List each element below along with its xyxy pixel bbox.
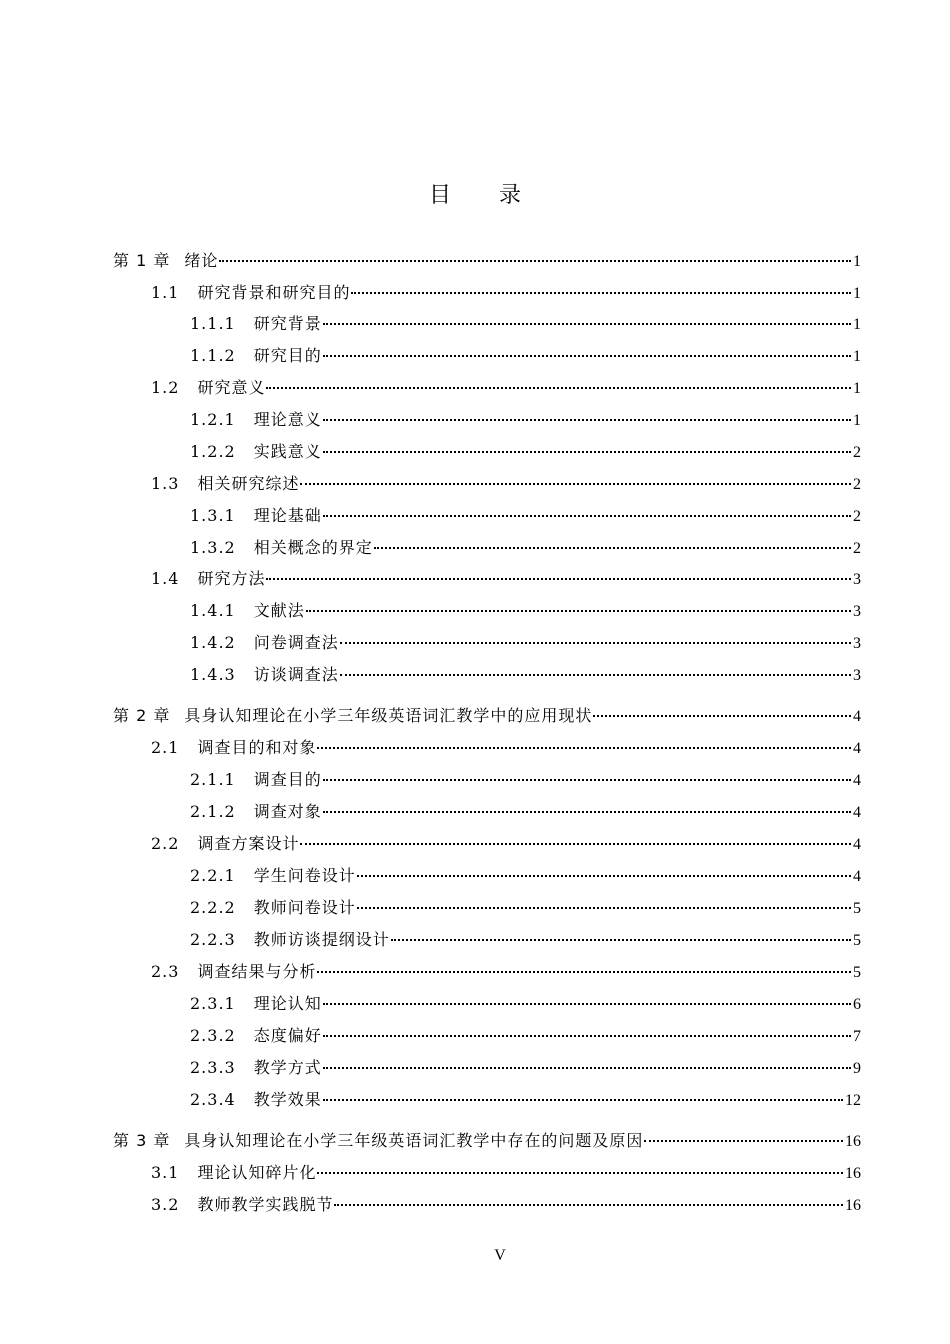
toc-entry-page: 3 xyxy=(853,635,861,652)
toc-dot-leader xyxy=(219,260,851,262)
toc-entry-page: 4 xyxy=(853,772,861,789)
toc-subsection-entry[interactable] xyxy=(190,409,861,431)
toc-dot-leader xyxy=(266,387,851,389)
toc-subsection-entry[interactable] xyxy=(190,1057,861,1079)
toc-entry-title: 理论认知 xyxy=(253,994,322,1013)
toc-entry-number: 1.1 xyxy=(151,283,180,302)
toc-entry-page: 4 xyxy=(853,836,861,853)
toc-entry-number: 1.4.3 xyxy=(190,665,236,684)
toc-section-entry[interactable] xyxy=(151,1194,861,1216)
toc-subsection-entry[interactable] xyxy=(190,929,861,951)
toc-entry-title: 调查目的 xyxy=(253,770,322,789)
toc-entry-number: 2.2.2 xyxy=(190,898,236,917)
toc-entry-number: 1.3.1 xyxy=(190,506,236,525)
toc-subsection-entry[interactable] xyxy=(190,769,861,791)
toc-entry-title: 调查目的和对象 xyxy=(197,738,317,757)
toc-dot-leader xyxy=(340,674,851,676)
toc-entry-number: 1.1.2 xyxy=(190,346,236,365)
toc-entry-number: 2.3.1 xyxy=(190,994,236,1013)
toc-entry-number: 1.1.1 xyxy=(190,314,236,333)
toc-dot-leader xyxy=(351,292,851,294)
toc-entry-page: 1 xyxy=(853,412,861,429)
toc-dot-leader xyxy=(357,907,851,909)
toc-entry-page: 9 xyxy=(853,1060,861,1077)
toc-dot-leader xyxy=(644,1140,843,1142)
toc-entry-number: 2.2.1 xyxy=(190,866,236,885)
toc-entry-number: 1.2.2 xyxy=(190,442,236,461)
toc-entry-title: 研究背景和研究目的 xyxy=(197,283,351,302)
toc-dot-leader xyxy=(300,843,851,845)
toc-section-entry[interactable] xyxy=(151,568,861,590)
toc-entry-number: 3.2 xyxy=(151,1195,180,1214)
toc-entry-title: 调查对象 xyxy=(253,802,322,821)
toc-entry-page: 1 xyxy=(853,316,861,333)
toc-entry-page: 7 xyxy=(853,1028,861,1045)
toc-entry-number: 1.2 xyxy=(151,378,180,397)
toc-entry-page: 1 xyxy=(853,348,861,365)
toc-chapter-entry[interactable] xyxy=(113,705,861,727)
toc-dot-leader xyxy=(323,515,851,517)
toc-entry-page: 2 xyxy=(853,508,861,525)
toc-section-entry[interactable] xyxy=(151,473,861,495)
toc-subsection-entry[interactable] xyxy=(190,865,861,887)
toc-entry-page: 4 xyxy=(853,740,861,757)
toc-dot-leader xyxy=(317,1172,843,1174)
toc-dot-leader xyxy=(323,1035,851,1037)
toc-entry-title: 实践意义 xyxy=(253,442,322,461)
toc-entry-title: 理论认知碎片化 xyxy=(197,1163,317,1182)
toc-entry-page: 1 xyxy=(853,380,861,397)
toc-entry-number: 1.3.2 xyxy=(190,538,236,557)
toc-subsection-entry[interactable] xyxy=(190,537,861,559)
toc-dot-leader xyxy=(593,715,851,717)
toc-section-entry[interactable] xyxy=(151,282,861,304)
toc-entry-number: 第 3 章 xyxy=(113,1131,171,1150)
toc-entry-title: 教学效果 xyxy=(253,1090,322,1109)
toc-entry-title: 学生问卷设计 xyxy=(253,866,356,885)
toc-dot-leader xyxy=(340,642,851,644)
toc-entry-number: 2.2.3 xyxy=(190,930,236,949)
toc-subsection-entry[interactable] xyxy=(190,1025,861,1047)
toc-section-entry[interactable] xyxy=(151,961,861,983)
toc-dot-leader xyxy=(334,1204,843,1206)
toc-entry-page: 5 xyxy=(853,900,861,917)
toc-dot-leader xyxy=(391,939,851,941)
toc-dot-leader xyxy=(323,811,851,813)
toc-entry-title: 教师教学实践脱节 xyxy=(197,1195,334,1214)
toc-dot-leader xyxy=(306,610,851,612)
toc-entry-title: 理论意义 xyxy=(253,410,322,429)
toc-section-entry[interactable] xyxy=(151,833,861,855)
toc-dot-leader xyxy=(357,875,851,877)
toc-entry-title: 绪论 xyxy=(184,251,219,270)
toc-entry-page: 3 xyxy=(853,667,861,684)
toc-entry-page: 16 xyxy=(845,1165,861,1182)
toc-entry-page: 4 xyxy=(853,708,861,725)
toc-entry-number: 2.3 xyxy=(151,962,180,981)
toc-subsection-entry[interactable] xyxy=(190,600,861,622)
toc-entry-number: 1.4 xyxy=(151,569,180,588)
toc-chapter-entry[interactable] xyxy=(113,250,861,272)
toc-dot-leader xyxy=(266,578,851,580)
toc-subsection-entry[interactable] xyxy=(190,897,861,919)
toc-subsection-entry[interactable] xyxy=(190,801,861,823)
toc-section-entry[interactable] xyxy=(151,737,861,759)
toc-entry-title: 理论基础 xyxy=(253,506,322,525)
toc-dot-leader xyxy=(323,419,851,421)
toc-entry-number: 第 1 章 xyxy=(113,251,171,270)
toc-entry-page: 3 xyxy=(853,603,861,620)
toc-dot-leader xyxy=(323,1003,851,1005)
toc-dot-leader xyxy=(323,779,851,781)
toc-dot-leader xyxy=(323,1067,851,1069)
toc-entry-title: 调查结果与分析 xyxy=(197,962,317,981)
toc-entry-title: 研究目的 xyxy=(253,346,322,365)
toc-dot-leader xyxy=(323,1099,843,1101)
toc-entry-number: 1.4.1 xyxy=(190,601,236,620)
toc-entry-page: 5 xyxy=(853,964,861,981)
toc-dot-leader xyxy=(323,451,851,453)
toc-dot-leader xyxy=(317,747,851,749)
toc-entry-title: 调查方案设计 xyxy=(197,834,300,853)
toc-entry-number: 1.3 xyxy=(151,474,180,493)
toc-entry-number: 1.2.1 xyxy=(190,410,236,429)
toc-subsection-entry[interactable] xyxy=(190,664,861,686)
toc-entry-page: 2 xyxy=(853,444,861,461)
toc-dot-leader xyxy=(323,323,851,325)
toc-entry-page: 16 xyxy=(845,1133,861,1150)
toc-entry-page: 2 xyxy=(853,476,861,493)
toc-dot-leader xyxy=(317,971,851,973)
title-char-1: 目 xyxy=(428,183,499,208)
toc-entry-page: 3 xyxy=(853,571,861,588)
toc-subsection-entry[interactable] xyxy=(190,345,861,367)
toc-entry-number: 1.4.2 xyxy=(190,633,236,652)
toc-entry-title: 研究背景 xyxy=(253,314,322,333)
toc-subsection-entry[interactable] xyxy=(190,505,861,527)
toc-entry-page: 4 xyxy=(853,804,861,821)
toc-entry-title: 教学方式 xyxy=(253,1058,322,1077)
toc-entry-number: 2.3.2 xyxy=(190,1026,236,1045)
title-char-2: 录 xyxy=(499,183,570,208)
toc-subsection-entry[interactable] xyxy=(190,313,861,335)
toc-entry-number: 2.1.2 xyxy=(190,802,236,821)
toc-entry-title: 态度偏好 xyxy=(253,1026,322,1045)
toc-entry-title: 教师问卷设计 xyxy=(253,898,356,917)
toc-entry-number: 3.1 xyxy=(151,1163,180,1182)
toc-entry-page: 2 xyxy=(853,540,861,557)
toc-chapter-entry[interactable] xyxy=(113,1130,861,1152)
toc-entry-number: 2.3.3 xyxy=(190,1058,236,1077)
page-number: V xyxy=(494,1247,506,1264)
toc-entry-title: 教师访谈提纲设计 xyxy=(253,930,390,949)
toc-entry-page: 6 xyxy=(853,996,861,1013)
toc-entry-title: 相关概念的界定 xyxy=(253,538,373,557)
toc-entry-page: 5 xyxy=(853,932,861,949)
toc-entry-number: 2.3.4 xyxy=(190,1090,236,1109)
toc-entry-title: 研究意义 xyxy=(197,378,266,397)
toc-subsection-entry[interactable] xyxy=(190,993,861,1015)
toc-entry-title: 访谈调查法 xyxy=(253,665,339,684)
toc-entry-page: 1 xyxy=(853,253,861,270)
toc-subsection-entry[interactable] xyxy=(190,632,861,654)
toc-entry-page: 16 xyxy=(845,1197,861,1214)
toc-entry-number: 第 2 章 xyxy=(113,706,171,725)
toc-dot-leader xyxy=(300,483,851,485)
toc-entry-title: 文献法 xyxy=(253,601,305,620)
toc-entry-number: 2.1.1 xyxy=(190,770,236,789)
toc-entry-page: 12 xyxy=(845,1092,861,1109)
toc-entry-title: 相关研究综述 xyxy=(197,474,300,493)
toc-dot-leader xyxy=(374,547,851,549)
toc-entry-number: 2.1 xyxy=(151,738,180,757)
toc-section-entry[interactable] xyxy=(151,1162,861,1184)
toc-subsection-entry[interactable] xyxy=(190,441,861,463)
toc-entry-title: 研究方法 xyxy=(197,569,266,588)
toc-entry-title: 具身认知理论在小学三年级英语词汇教学中存在的问题及原因 xyxy=(184,1131,644,1150)
toc-entry-number: 2.2 xyxy=(151,834,180,853)
toc-entry-page: 4 xyxy=(853,868,861,885)
toc-entry-title: 具身认知理论在小学三年级英语词汇教学中的应用现状 xyxy=(184,706,593,725)
toc-entry-page: 1 xyxy=(853,285,861,302)
toc-entry-title: 问卷调查法 xyxy=(253,633,339,652)
toc-section-entry[interactable] xyxy=(151,377,861,399)
toc-dot-leader xyxy=(323,355,851,357)
toc-subsection-entry[interactable] xyxy=(190,1089,861,1111)
